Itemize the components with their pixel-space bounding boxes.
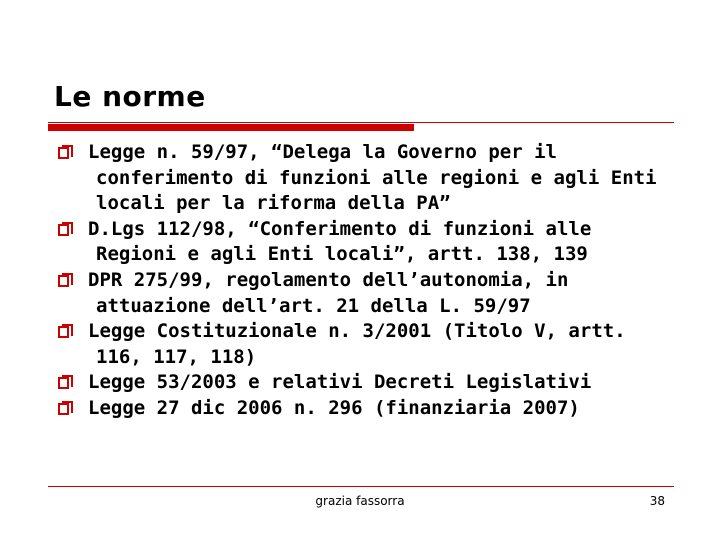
title-underline-thin <box>48 122 674 123</box>
list-item <box>57 217 697 268</box>
list-item <box>57 140 697 217</box>
title-underline-thick <box>48 124 414 131</box>
checkbox-bullet-icon <box>57 375 73 391</box>
bullet-list <box>57 140 697 422</box>
checkbox-bullet-icon <box>57 222 73 238</box>
list-item <box>57 268 697 319</box>
list-item-line: DPR 275/99, regolamento dell’autonomia, in <box>88 268 569 291</box>
list-item-line: 116, 117, 118) <box>96 345 257 368</box>
checkbox-bullet-icon <box>57 273 73 289</box>
footer-divider <box>48 486 674 487</box>
page-number: 38 <box>649 494 665 508</box>
list-item-line: Legge n. 59/97, “Delega la Governo per il <box>88 141 557 163</box>
list-item <box>57 319 697 370</box>
list-item-line: D.Lgs 112/98, “Conferimento di funzioni alle <box>88 217 592 240</box>
footer-author: grazia fassorra <box>315 494 405 508</box>
list-item <box>57 396 697 422</box>
list-item <box>57 370 697 396</box>
list-item-line: Regioni e agli Enti locali”, artt. 138, 139 <box>96 243 588 266</box>
checkbox-bullet-icon <box>57 145 73 161</box>
slide-title: Le norme <box>54 80 206 113</box>
checkbox-bullet-icon <box>57 324 73 340</box>
list-item-line: Legge 53/2003 e relativi Decreti Legislativi <box>88 371 592 394</box>
list-item-line: Legge 27 dic 2006 n. 296 (finanziaria 2007) <box>88 396 580 419</box>
list-item-line: locali per la riforma della PA” <box>96 192 451 215</box>
list-item-line: attuazione dell’art. 21 della L. 59/97 <box>96 294 531 317</box>
list-item-line: conferimento di funzioni alle regioni e agli Enti <box>96 166 657 189</box>
checkbox-bullet-icon <box>57 401 73 417</box>
list-item-line: Legge Costituzionale n. 3/2001 (Titolo V, artt. <box>88 320 626 343</box>
